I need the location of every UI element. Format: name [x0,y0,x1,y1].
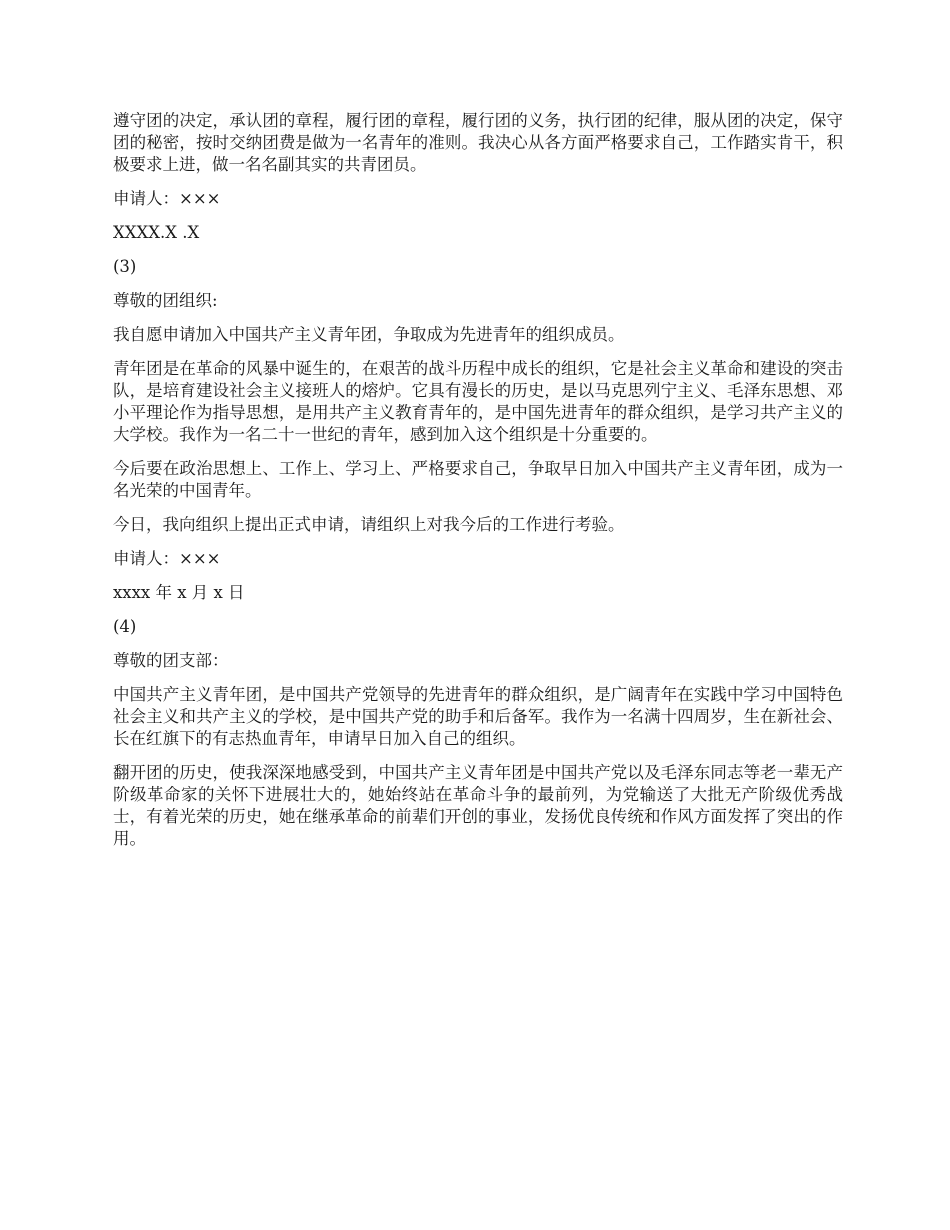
paragraph-future-goals: 今后要在政治思想上、工作上、学习上、严格要求自己，争取早日加入中国共产主义青年团，成为一名光荣的中国青年。 [113,459,843,500]
paragraph-intent: 我自愿申请加入中国共产主义青年团，争取成为先进青年的组织成员。 [113,325,625,344]
paragraph-request: 今日，我向组织上提出正式申请，请组织上对我今后的工作进行考验。 [113,515,625,534]
applicant-signature: 申请人：××× [113,189,221,208]
section-number: (3) [113,257,137,276]
section-number: (4) [113,617,137,636]
paragraph-pledge: 遵守团的决定，承认团的章程，履行团的章程，履行团的义务，执行团的纪律，服从团的决定，保守团的秘密，按时交纳团费是做为一名青年的准则。我决心从各方面严格要求自己，工作踏实肯干，积极要求上进，做一名名副其实的共青团员。 [113,111,843,174]
document-page [113,110,843,862]
salutation: 尊敬的团组织: [113,291,218,310]
application-date: xxxx 年 x 月 x 日 [113,583,245,602]
paragraph-league-legacy: 翻开团的历史，使我深深地感受到，中国共产主义青年团是中国共产党以及毛泽东同志等老一辈无产阶级革命家的关怀下进展壮大的，她始终站在革命斗争的最前列，为党输送了大批无产阶级优秀战士，有着光荣的历史，她在继承革命的前辈们开创的事业，发扬优良传统和作风方面发挥了突出的作用。 [113,763,843,848]
applicant-signature: 申请人：××× [113,549,221,568]
paragraph-league-history: 青年团是在革命的风暴中诞生的，在艰苦的战斗历程中成长的组织，它是社会主义革命和建设的突击队，是培育建设社会主义接班人的熔炉。它具有漫长的历史，是以马克思列宁主义、毛泽东思想、邓小平理论作为指导思想，是用共产主义教育青年的，是中国先进青年的群众组织，是学习共产主义的大学校。我作为一名二十一世纪的青年，感到加入这个组织是十分重要的。 [113,359,843,444]
paragraph-league-intro: 中国共产主义青年团，是中国共产党领导的先进青年的群众组织，是广阔青年在实践中学习中国特色社会主义和共产主义的学校，是中国共产党的助手和后备军。我作为一名满十四周岁，生在新社会、长在红旗下的有志热血青年，申请早日加入自己的组织。 [113,685,843,748]
application-date: XXXX.X .X [113,223,200,242]
salutation: 尊敬的团支部： [113,651,229,670]
